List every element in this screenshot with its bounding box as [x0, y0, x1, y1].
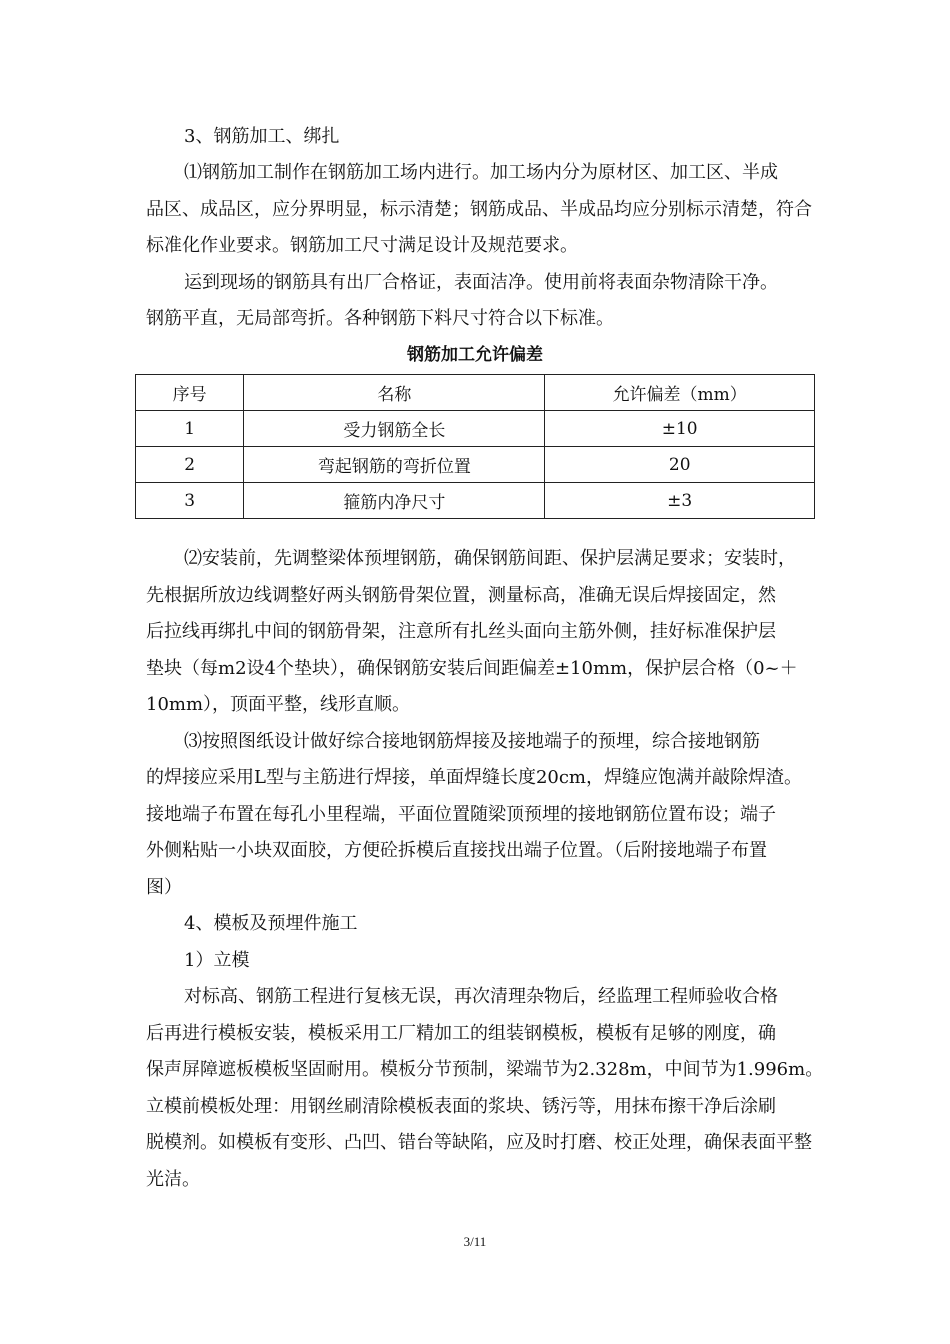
paragraph-4-line-3: 接地端子布置在每孔小里程端，平面位置随梁顶预埋的接地钢筋位置布设；端子: [146, 804, 776, 825]
table-row: [136, 447, 815, 483]
header-cell-tolerance: 允许偏差（mm）: [545, 375, 815, 411]
paragraph-4-line-5: 图）: [146, 877, 182, 898]
table-cell: 箍筋内净尺寸: [244, 483, 545, 519]
table-cell: 弯起钢筋的弯折位置: [244, 447, 545, 483]
paragraph-1-line-1: ⑴钢筋加工制作在钢筋加工场内进行。加工场内分为原材区、加工区、半成: [184, 162, 778, 183]
paragraph-3-line-3: 后拉线再绑扎中间的钢筋骨架，注意所有扎丝头面向主筋外侧，挂好标准保护层: [146, 621, 776, 642]
header-cell-name: 名称: [244, 375, 545, 411]
paragraph-1-line-3: 标准化作业要求。钢筋加工尺寸满足设计及规范要求。: [146, 235, 578, 256]
paragraph-5-line-6: 光洁。: [146, 1169, 200, 1190]
paragraph-3-line-2: 先根据所放边线调整好两头钢筋骨架位置，测量标高，准确无误后焊接固定，然: [146, 585, 776, 606]
paragraph-4-line-4: 外侧粘贴一小块双面胶，方便砼拆模后直接找出端子位置。（后附接地端子布置: [146, 840, 767, 861]
table-cell: 20: [545, 447, 815, 483]
paragraph-4-line-2: 的焊接应采用L型与主筋进行焊接，单面焊缝长度20cm，焊缝应饱满并敲除焊渣。: [146, 767, 803, 788]
paragraph-5-line-4: 立模前模板处理：用钢丝刷清除模板表面的浆块、锈污等，用抹布擦干净后涂刷: [146, 1096, 776, 1117]
paragraph-3-line-1: ⑵安装前，先调整梁体预埋钢筋，确保钢筋间距、保护层满足要求；安装时，: [184, 548, 796, 569]
paragraph-3-line-4: 垫块（每m2设4个垫块），确保钢筋安装后间距偏差±10mm，保护层合格（0~＋: [146, 658, 798, 679]
paragraph-2-line-2: 钢筋平直，无局部弯折。各种钢筋下料尺寸符合以下标准。: [146, 308, 614, 329]
table-cell: ±10: [545, 411, 815, 447]
paragraph-5-line-3: 保声屏障遮板模板坚固耐用。模板分节预制，梁端节为2.328m，中间节为1.996m。: [146, 1059, 824, 1080]
section-4-title: 4、模板及预埋件施工: [184, 913, 358, 934]
table-cell: 1: [136, 411, 244, 447]
paragraph-2-line-1: 运到现场的钢筋具有出厂合格证，表面洁净。使用前将表面杂物清除干净。: [184, 272, 778, 293]
header-cell-index: 序号: [136, 375, 244, 411]
paragraph-4-line-1: ⑶按照图纸设计做好综合接地钢筋焊接及接地端子的预埋，综合接地钢筋: [184, 731, 760, 752]
paragraph-5-line-1: 对标高、钢筋工程进行复核无误，再次清理杂物后，经监理工程师验收合格: [184, 986, 778, 1007]
table-cell: 2: [136, 447, 244, 483]
table-cell: 受力钢筋全长: [244, 411, 545, 447]
section-3-title: 3、钢筋加工、绑扎: [184, 126, 340, 147]
table-header-row: [136, 375, 815, 411]
table-title: 钢筋加工允许偏差: [407, 345, 543, 365]
page-number: 3/11: [463, 1234, 487, 1249]
tolerance-table: [135, 374, 815, 519]
table-cell: ±3: [545, 483, 815, 519]
section-4-subtitle: 1）立模: [184, 950, 250, 971]
paragraph-5-line-2: 后再进行模板安装，模板采用工厂精加工的组装钢模板，模板有足够的刚度，确: [146, 1023, 776, 1044]
table-row: [136, 483, 815, 519]
paragraph-5-line-5: 脱模剂。如模板有变形、凸凹、错台等缺陷，应及时打磨、校正处理，确保表面平整: [146, 1132, 812, 1153]
table-cell: 3: [136, 483, 244, 519]
paragraph-1-line-2: 品区、成品区，应分界明显，标示清楚；钢筋成品、半成品均应分别标示清楚，符合: [146, 199, 812, 220]
table-row: [136, 411, 815, 447]
paragraph-3-line-5: 10mm），顶面平整，线形直顺。: [146, 694, 411, 715]
